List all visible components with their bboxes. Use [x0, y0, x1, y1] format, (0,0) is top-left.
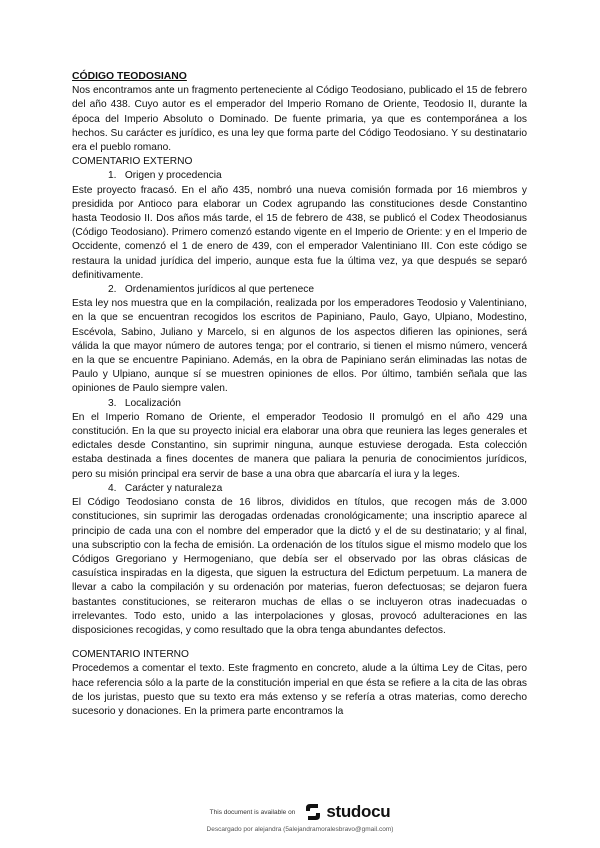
section-text: El Código Teodosiano consta de 16 libros, divididos en títulos, que recogen más de 3.000 constituciones, sin suprimir las derogadas ordenadas cronológicamente; una inscriptio aparece al principio de cada una con el nombre del emperador que la dictó y el de su destinatario; y al final, una subscriptio con la fecha de emisión. La ordenación de los títulos sigue el mismo modelo que los Códigos Gregoriano y Hermogeniano, que debía ser el observado por las obras clásicas de casuística inspiradas en la digesta, que siguen la estructura del Edictum perpetuum. La manera de llevar a cabo la compilación y su ordenación por materias, fueron defectuosas; se dejaron fuera bastantes constituciones, se reiteraron muchas de ellas o se incluyeron otras inadecuadas o irrelevantes. Todo esto, unido a las interpolaciones y glosas, provocó adulteraciones en las disposiciones recogidas, y como resultado que la obra tenga abundantes defectos.	[72, 497, 527, 636]
footer	[0, 802, 600, 833]
section-text: En el Imperio Romano de Oriente, el emperador Teodosio II promulgó en el año 429 una constitución. En la que su proyecto inicial era elaborar una obra que reuniera las leges generales et edictales desde Constantino, sin suprimir ninguna, aunque estuviese derogada. Esta colección estaba destinada a fines docentes de manera que paliara la penuria de conocimientos jurídicos, pero su misión principal era servir de base a una obra que abarcaría el iura y la leges.	[72, 411, 527, 480]
studocu-logo-icon	[303, 802, 323, 822]
internal-heading: COMENTARIO INTERNO	[72, 649, 189, 661]
section-heading: 1. Origen y procedencia	[108, 170, 222, 182]
internal-paragraph: Procedemos a comentar el texto. Este fragmento en concreto, alude a la última Ley de Citas, pero hace referencia sólo a la parte de la constitución imperial en que ésta se refiere a la cita de las obras de los juristas, puesto que su texto era más extenso y se refería a otras materias, como derecho sucesorio y donaciones. En la primera parte encontramos la	[72, 663, 527, 717]
section-heading: 2. Ordenamientos jurídicos al que pertenece	[108, 284, 314, 296]
studocu-brand: studocu	[326, 802, 391, 821]
document-page	[72, 70, 527, 719]
download-note: Descargado por alejandra (5alejandramoralesbravo@gmail.com)	[206, 826, 394, 833]
section-heading: 4. Carácter y naturaleza	[108, 482, 223, 494]
section-heading: 3. Localización	[108, 397, 181, 409]
spacer	[72, 638, 527, 648]
document-title: CÓDIGO TEODOSIANO	[72, 71, 187, 82]
external-heading: COMENTARIO EXTERNO	[72, 156, 193, 168]
studocu-logo[interactable]	[303, 802, 390, 822]
footer-note: This document is available on	[209, 808, 296, 816]
intro-paragraph: Nos encontramos ante un fragmento perteneciente al Código Teodosiano, publicado el 15 de febrero del año 438. Cuyo autor es el emperador del Imperio Romano de Oriente, Teodosio II, durante la época del Imperio Absoluto o Dominado. De fuente primaria, ya que es contemporánea a los hechos. Su carácter es jurídico, es una ley que forma parte del Código Teodosiano. Y su destinatario era el pueblo romano.	[72, 85, 527, 154]
section-text: Este proyecto fracasó. En el año 435, nombró una nueva comisión formada por 16 miembros y presidida por Antioco para elaborar un Codex agrupando las constituciones desde Constantino hasta Teodosio II. Dos años más tarde, el 15 de febrero de 438, se publicó el Codex Theodosianus (Código Teodosiano). Primero comenzó estando vigente en el Imperio de Oriente: y en el Imperio de Occidente, comenzó el 1 de enero de 439, con el emperador Valentiniano III. Con este código se restaura la unidad jurídica del imperio, aunque esta fue la última vez, ya que después se separó definitivamente.	[72, 184, 527, 281]
section-text: Esta ley nos muestra que en la compilación, realizada por los emperadores Teodosio y Valentiniano, en la que se encuentran recogidos los escritos de Papiniano, Paulo, Gayo, Ulpiano, Modestino, Escévola, Sabino, Juliano y Marcelo, si en algunos de los aspectos difieren las opiniones, será válida la que mayor número de autores tenga; por el contrario, si tienen el mismo número, vencerá en la que se encuentre Papiniano. Además, en la obra de Papiniano serán eliminadas las notas de Paulo y Ulpiano, aunque sí se muestren opiniones de ellos. Por último, también señala que las opiniones de Paulo siempre valen.	[72, 298, 527, 395]
